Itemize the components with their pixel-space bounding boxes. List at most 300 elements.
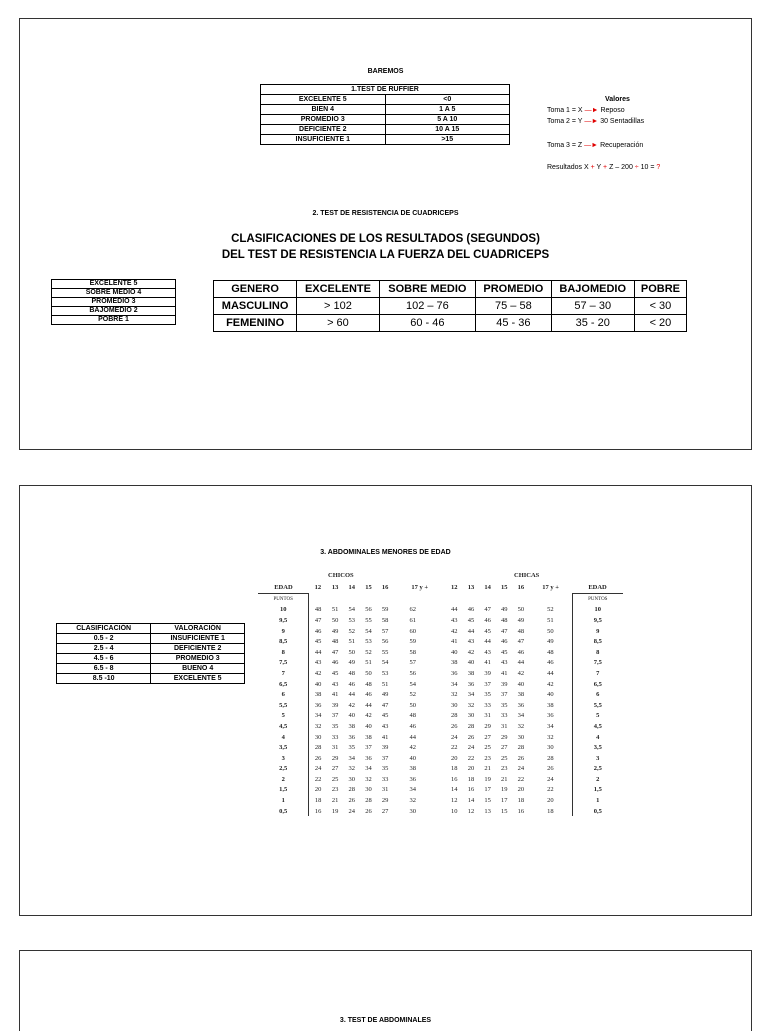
- quadriceps-table: [213, 280, 687, 332]
- chicos-label: CHICOS: [328, 572, 354, 579]
- abd-puntos-cell: 9: [572, 626, 623, 637]
- abd-puntos-cell: 7,5: [258, 658, 309, 669]
- abd-value-cell: 50: [331, 616, 339, 624]
- abd-value-cell: 49: [331, 627, 339, 635]
- abd-value-cell: 15: [501, 807, 508, 815]
- abd-value-cell: 19: [501, 786, 508, 794]
- abd-value-cell: 43: [451, 616, 458, 624]
- abd-value-cell: 27: [331, 765, 339, 773]
- abd-value-cell: 28: [365, 797, 372, 805]
- quad-row: [214, 298, 687, 315]
- clasificacion-row: [57, 664, 245, 674]
- abd-header-cell: EDAD: [274, 584, 293, 591]
- abd-value-cell: 51: [331, 606, 339, 614]
- abd-header-cell: 16: [381, 584, 389, 592]
- abd-value-cell: 51: [381, 680, 389, 688]
- quad-gender-cell: MASCULINO: [214, 298, 297, 315]
- ruffier-range: >15: [385, 135, 510, 145]
- abd-value-cell: 35: [381, 765, 389, 773]
- abd-value-cell: 23: [501, 765, 508, 773]
- abd-value-cell: 53: [381, 669, 389, 677]
- scale-item: EXCELENTE 5: [52, 280, 176, 289]
- quad-value-cell: < 30: [634, 298, 686, 315]
- abd-value-cell: 29: [484, 722, 491, 730]
- abd-value-cell: 60: [409, 627, 416, 635]
- scale-item: POBRE 1: [52, 316, 176, 325]
- abd-value-cell: 38: [547, 701, 554, 709]
- clasificacion-range: 6.5 - 8: [57, 664, 151, 674]
- scale-row: [52, 298, 176, 307]
- abd-value-cell: 61: [409, 616, 416, 624]
- quad-header-cell: POBRE: [634, 281, 686, 298]
- abd-value-cell: 29: [331, 754, 339, 762]
- abd-value-cell: 41: [331, 691, 339, 699]
- abd-value-cell: 43: [484, 648, 491, 656]
- abd-row: [258, 626, 623, 637]
- abd-value-cell: 47: [314, 616, 322, 624]
- abd-value-cell: 18: [547, 807, 554, 815]
- abd-row: [258, 806, 623, 817]
- abd-value-cell: 46: [314, 627, 322, 635]
- quad-header-cell: SOBRE MEDIO: [379, 281, 475, 298]
- abd-value-cell: 34: [547, 722, 554, 730]
- scale-item: PROMEDIO 3: [52, 298, 176, 307]
- abd-puntos-cell: 8,5: [572, 636, 623, 647]
- abd-value-cell: 43: [381, 722, 389, 730]
- abd-value-cell: 30: [314, 733, 322, 741]
- abd-puntos-cell: 5,5: [572, 700, 623, 711]
- abd-value-cell: 47: [381, 701, 389, 709]
- abd-value-cell: 33: [331, 733, 339, 741]
- ruffier-category: PROMEDIO 3: [261, 115, 386, 125]
- scale-row: [52, 280, 176, 289]
- quad-header-cell: EXCELENTE: [297, 281, 380, 298]
- toma1-label: Reposo: [600, 107, 625, 114]
- scale-item: BAJOMEDIO 2: [52, 307, 176, 316]
- abd-value-cell: 24: [547, 775, 554, 783]
- clasificacion-range: 2.5 - 4: [57, 644, 151, 654]
- abd-value-cell: 34: [409, 786, 416, 794]
- abd-value-cell: 55: [365, 616, 372, 624]
- ruffier-range: 5 A 10: [385, 115, 510, 125]
- arrow-right-icon: ―►: [584, 118, 599, 125]
- clasificacion-row: [57, 634, 245, 644]
- clasificacion-valoracion: EXCELENTE 5: [151, 674, 245, 684]
- abd-value-cell: 22: [314, 775, 322, 783]
- abd-value-cell: 35: [501, 701, 508, 709]
- clasificacion-row: [57, 644, 245, 654]
- abd-puntos-cell: 6: [258, 689, 309, 700]
- abd-value-cell: 34: [365, 765, 372, 773]
- abd-puntos-cell: 7,5: [572, 658, 623, 669]
- abd-value-cell: 44: [467, 627, 475, 635]
- ruffier-range: 10 A 15: [385, 125, 510, 135]
- abd-value-cell: 27: [484, 733, 491, 741]
- abd-value-cell: 20: [547, 797, 554, 805]
- abd-value-cell: 39: [331, 701, 339, 709]
- abd-puntos-cell: 5: [258, 711, 309, 722]
- abd-value-cell: 20: [451, 754, 458, 762]
- abd-value-cell: 45: [467, 616, 475, 624]
- clasificacion-row: [57, 674, 245, 684]
- toma2-line: [547, 116, 707, 127]
- abd-value-cell: 49: [547, 638, 554, 646]
- abd-value-cell: 30: [365, 786, 372, 794]
- quad-header-cell: PROMEDIO: [476, 281, 552, 298]
- abd-value-cell: 32: [547, 733, 554, 741]
- abd-value-cell: 21: [484, 765, 491, 773]
- abd-row: [258, 795, 623, 806]
- abd-value-cell: 40: [409, 754, 416, 762]
- valores-title: Valores: [605, 96, 630, 103]
- abd-value-cell: 43: [501, 659, 508, 667]
- abd-value-cell: 29: [501, 733, 508, 741]
- abd-value-cell: 26: [365, 807, 372, 815]
- abd-value-cell: 37: [365, 744, 372, 752]
- abd-value-cell: 25: [484, 744, 491, 752]
- abd-value-cell: 22: [517, 775, 525, 783]
- ruffier-row: [261, 115, 510, 125]
- ruffier-table: [260, 84, 510, 145]
- abd-value-cell: 34: [348, 754, 356, 762]
- abd-value-cell: 26: [314, 754, 322, 762]
- abd-value-cell: 46: [517, 648, 525, 656]
- scale-row: [52, 307, 176, 316]
- abd-value-cell: 37: [331, 712, 339, 720]
- abd-value-cell: 39: [381, 744, 389, 752]
- abd-value-cell: 36: [365, 754, 372, 762]
- abd-value-cell: 44: [314, 648, 322, 656]
- abd-value-cell: 42: [467, 648, 475, 656]
- abd-value-cell: 49: [381, 691, 389, 699]
- abd-value-cell: 35: [331, 722, 339, 730]
- abd-value-cell: 46: [365, 691, 372, 699]
- abd-value-cell: 48: [331, 638, 339, 646]
- abd-puntos-cell: 0,5: [258, 806, 309, 817]
- abd-value-cell: 24: [451, 733, 458, 741]
- abd-puntos-cell: 4: [572, 732, 623, 743]
- resultados-value: 200: [621, 164, 633, 171]
- abd-value-cell: 12: [451, 797, 458, 805]
- scale-list-table: [51, 279, 176, 325]
- abd-value-cell: 21: [331, 797, 339, 805]
- toma3-text: Toma 3 = Z: [547, 142, 583, 149]
- abd-value-cell: 49: [517, 616, 525, 624]
- abd-puntos-cell: 1: [258, 795, 309, 806]
- abd-value-cell: 46: [467, 606, 475, 614]
- abd-value-cell: 44: [348, 691, 356, 699]
- abd-value-cell: 33: [381, 775, 389, 783]
- quad-value-cell: 60 - 46: [379, 315, 475, 332]
- abd-value-cell: 52: [365, 648, 372, 656]
- abd-value-cell: 16: [314, 807, 322, 815]
- abd-value-cell: 59: [409, 638, 416, 646]
- abd-value-cell: 32: [451, 691, 458, 699]
- abd-value-cell: 48: [348, 669, 356, 677]
- abd-row: [258, 753, 623, 764]
- abd-value-cell: 30: [451, 701, 458, 709]
- abd-value-cell: 14: [467, 797, 475, 805]
- abd-value-cell: 49: [501, 606, 508, 614]
- abd-value-cell: 51: [547, 616, 554, 624]
- clasificaciones-title: [20, 231, 751, 263]
- abd-value-cell: 38: [365, 733, 372, 741]
- abd-value-cell: 43: [467, 638, 475, 646]
- arrow-right-icon: ―►: [584, 107, 599, 114]
- abd-puntos-cell: 3,5: [258, 742, 309, 753]
- abd-value-cell: 42: [547, 680, 554, 688]
- abd-row: [258, 742, 623, 753]
- abd-value-cell: 38: [314, 691, 322, 699]
- abd-header-cell: EDAD: [588, 584, 607, 591]
- abd-value-cell: 34: [467, 691, 475, 699]
- abd-value-cell: 32: [365, 775, 372, 783]
- ruffier-category: BIEN 4: [261, 105, 386, 115]
- abd-value-cell: 41: [501, 669, 508, 677]
- abd-value-cell: 36: [348, 733, 356, 741]
- abd-row: [258, 689, 623, 700]
- abd-value-cell: 52: [409, 691, 416, 699]
- resultados-line: Resultados X + Y + Z – 200 ÷ 10 = ?: [547, 164, 661, 171]
- abd-header-cell: 12: [451, 584, 458, 592]
- toma3-line: [547, 140, 707, 151]
- abd-value-cell: 17: [484, 786, 491, 794]
- abd-puntos-cell: 8: [258, 647, 309, 658]
- abd-value-cell: 36: [451, 669, 458, 677]
- abd-value-cell: 40: [365, 722, 372, 730]
- abd-value-cell: 37: [381, 754, 389, 762]
- abd-row: [258, 785, 623, 796]
- abd-value-cell: 51: [348, 638, 356, 646]
- abd-value-cell: 40: [348, 712, 356, 720]
- puntos-label-left: PUNTOS: [258, 594, 309, 605]
- abd-value-cell: 30: [348, 775, 356, 783]
- abd-value-cell: 30: [467, 712, 475, 720]
- abd-header-cell: 14: [348, 584, 356, 592]
- abd-value-cell: 50: [409, 701, 416, 709]
- puntos-label-right: PUNTOS: [572, 594, 623, 605]
- abd-value-cell: 20: [467, 765, 475, 773]
- abd-puntos-cell: 10: [572, 605, 623, 616]
- abd-value-cell: 16: [467, 786, 475, 794]
- abd-value-cell: 59: [381, 606, 389, 614]
- valores-block: [547, 94, 707, 173]
- abd-value-cell: 32: [409, 797, 416, 805]
- abd-value-cell: 15: [484, 797, 491, 805]
- clasificacion-range: 4.5 - 6: [57, 654, 151, 664]
- baremos-title: BAREMOS: [367, 68, 404, 75]
- abd-value-cell: 40: [314, 680, 322, 688]
- abd-puntos-row: [258, 594, 623, 605]
- abd-value-cell: 40: [547, 691, 554, 699]
- abd-value-cell: 42: [348, 701, 356, 709]
- abd-puntos-cell: 4,5: [258, 721, 309, 732]
- test-abdominales-title: 3. TEST DE ABDOMINALES: [339, 1017, 432, 1024]
- abd-header-cell: 15: [501, 584, 508, 592]
- abd-value-cell: 30: [409, 807, 416, 815]
- abd-value-cell: 53: [348, 616, 356, 624]
- abd-row: [258, 774, 623, 785]
- abd-value-cell: 35: [348, 744, 356, 752]
- abd-value-cell: 20: [314, 786, 322, 794]
- quad-header-cell: BAJOMEDIO: [551, 281, 634, 298]
- toma2-text: Toma 2 = Y: [547, 118, 583, 125]
- abd-puntos-cell: 3,5: [572, 742, 623, 753]
- abd-value-cell: 58: [409, 648, 416, 656]
- ruffier-title: 1.TEST DE RUFFIER: [261, 85, 510, 95]
- abd-puntos-cell: 2,5: [258, 764, 309, 775]
- resultados-prefix: Resultados X: [547, 164, 589, 171]
- abd-puntos-cell: 6,5: [258, 679, 309, 690]
- clasificacion-valoracion: INSUFICIENTE 1: [151, 634, 245, 644]
- abd-value-cell: 50: [365, 669, 372, 677]
- abd-value-cell: 43: [314, 659, 322, 667]
- abd-value-cell: 32: [314, 722, 322, 730]
- abd-value-cell: 22: [547, 786, 554, 794]
- abd-row: [258, 658, 623, 669]
- toma3-label: Recuperación: [600, 142, 644, 149]
- abd-value-cell: 31: [331, 744, 339, 752]
- abd-value-cell: 56: [365, 606, 372, 614]
- abd-value-cell: 33: [501, 712, 508, 720]
- arrow-right-icon: ―►: [584, 142, 599, 149]
- abd-value-cell: 17: [501, 797, 508, 805]
- abd-value-cell: 41: [381, 733, 389, 741]
- abd-puntos-cell: 9,5: [258, 615, 309, 626]
- ruffier-row: [261, 105, 510, 115]
- scale-row: [52, 316, 176, 325]
- abd-value-cell: 46: [331, 659, 339, 667]
- abd-puntos-cell: 6: [572, 689, 623, 700]
- abd-value-cell: 14: [451, 786, 458, 794]
- ruffier-row: [261, 125, 510, 135]
- abd-value-cell: 43: [331, 680, 339, 688]
- abd-value-cell: 47: [331, 648, 339, 656]
- abd-puntos-cell: 9: [258, 626, 309, 637]
- abd-value-cell: 47: [517, 638, 525, 646]
- abd-value-cell: 50: [348, 648, 356, 656]
- ruffier-range: <0: [385, 95, 510, 105]
- abd-value-cell: 12: [467, 807, 475, 815]
- abdominales-scale: [258, 572, 623, 816]
- toma2-label: 30 Sentadillas: [600, 118, 645, 125]
- resultados-z: Z: [609, 164, 614, 171]
- resultados-y: Y: [596, 164, 602, 171]
- quad-gender-cell: FEMENINO: [214, 315, 297, 332]
- scale-item: SOBRE MEDIO 4: [52, 289, 176, 298]
- abd-value-cell: 56: [381, 638, 389, 646]
- abd-value-cell: 44: [517, 659, 525, 667]
- abd-value-cell: 26: [467, 733, 475, 741]
- abd-puntos-cell: 2: [258, 774, 309, 785]
- abd-value-cell: 45: [331, 669, 339, 677]
- abd-row: [258, 605, 623, 616]
- abd-value-cell: 44: [547, 669, 554, 677]
- abd-value-cell: 55: [381, 648, 389, 656]
- abd-value-cell: 33: [484, 701, 491, 709]
- abd-value-cell: 47: [484, 606, 491, 614]
- abd-value-cell: 44: [484, 638, 491, 646]
- abd-value-cell: 24: [314, 765, 322, 773]
- abd-value-cell: 31: [381, 786, 389, 794]
- abd-value-cell: 24: [517, 765, 525, 773]
- abd-value-cell: 48: [409, 712, 416, 720]
- abd-value-cell: 42: [517, 669, 525, 677]
- abd-value-cell: 40: [517, 680, 525, 688]
- abd-value-cell: 45: [501, 648, 508, 656]
- quad-value-cell: > 102: [297, 298, 380, 315]
- abd-value-cell: 28: [314, 744, 322, 752]
- abd-value-cell: 39: [501, 680, 508, 688]
- abd-row: [258, 732, 623, 743]
- abd-value-cell: 28: [451, 712, 458, 720]
- abd-value-cell: 48: [365, 680, 372, 688]
- abd-value-cell: 48: [501, 616, 508, 624]
- abd-value-cell: 38: [348, 722, 356, 730]
- abd-header-cell: 17 y +: [542, 584, 560, 592]
- abd-value-cell: 34: [517, 712, 525, 720]
- abd-value-cell: 18: [517, 797, 525, 805]
- ruffier-category: INSUFICIENTE 1: [261, 135, 386, 145]
- abd-value-cell: 27: [381, 807, 389, 815]
- abd-value-cell: 54: [365, 627, 372, 635]
- ruffier-category: DEFICIENTE 2: [261, 125, 386, 135]
- clasificacion-header-cell: VALORACIÓN: [151, 624, 245, 634]
- abd-value-cell: 18: [467, 775, 475, 783]
- abd-row: [258, 679, 623, 690]
- abd-value-cell: 37: [501, 691, 508, 699]
- abd-value-cell: 45: [314, 638, 322, 646]
- abd-header-cell: 13: [467, 584, 475, 592]
- abd-value-cell: 32: [348, 765, 356, 773]
- abd-puntos-cell: 6,5: [572, 679, 623, 690]
- abd-value-cell: 28: [547, 754, 554, 762]
- abd-value-cell: 54: [409, 680, 416, 688]
- abd-value-cell: 44: [409, 733, 416, 741]
- abd-puntos-cell: 8,5: [258, 636, 309, 647]
- abd-value-cell: 50: [517, 606, 525, 614]
- abd-value-cell: 51: [365, 659, 372, 667]
- abd-value-cell: 52: [348, 627, 356, 635]
- abd-value-cell: 49: [348, 659, 356, 667]
- abd-puntos-cell: 3: [258, 753, 309, 764]
- abd-value-cell: 36: [547, 712, 554, 720]
- clasificacion-header-cell: CLASIFICACIÓN: [57, 624, 151, 634]
- abd-value-cell: 13: [484, 807, 491, 815]
- abd-value-cell: 16: [517, 807, 525, 815]
- abd-header-cell: 17 y +: [411, 584, 429, 592]
- abd-value-cell: 47: [501, 627, 508, 635]
- abd-value-cell: 16: [451, 775, 458, 783]
- abd-value-cell: 23: [484, 754, 491, 762]
- abd-puntos-cell: 7: [258, 668, 309, 679]
- abd-value-cell: 46: [501, 638, 508, 646]
- abd-header-cell: 14: [484, 584, 491, 592]
- abd-row: [258, 764, 623, 775]
- abd-value-cell: 22: [467, 754, 475, 762]
- abd-row: [258, 721, 623, 732]
- abd-value-cell: 26: [451, 722, 458, 730]
- abd-value-cell: 32: [467, 701, 475, 709]
- abd-puntos-cell: 2: [572, 774, 623, 785]
- abd-value-cell: 44: [451, 606, 458, 614]
- abd-puntos-cell: 0,5: [572, 806, 623, 817]
- quad-header-cell: GENERO: [214, 281, 297, 298]
- abd-value-cell: 36: [517, 701, 525, 709]
- abd-value-cell: 28: [348, 786, 356, 794]
- abd-value-cell: 45: [381, 712, 389, 720]
- abd-header-row: [258, 582, 623, 594]
